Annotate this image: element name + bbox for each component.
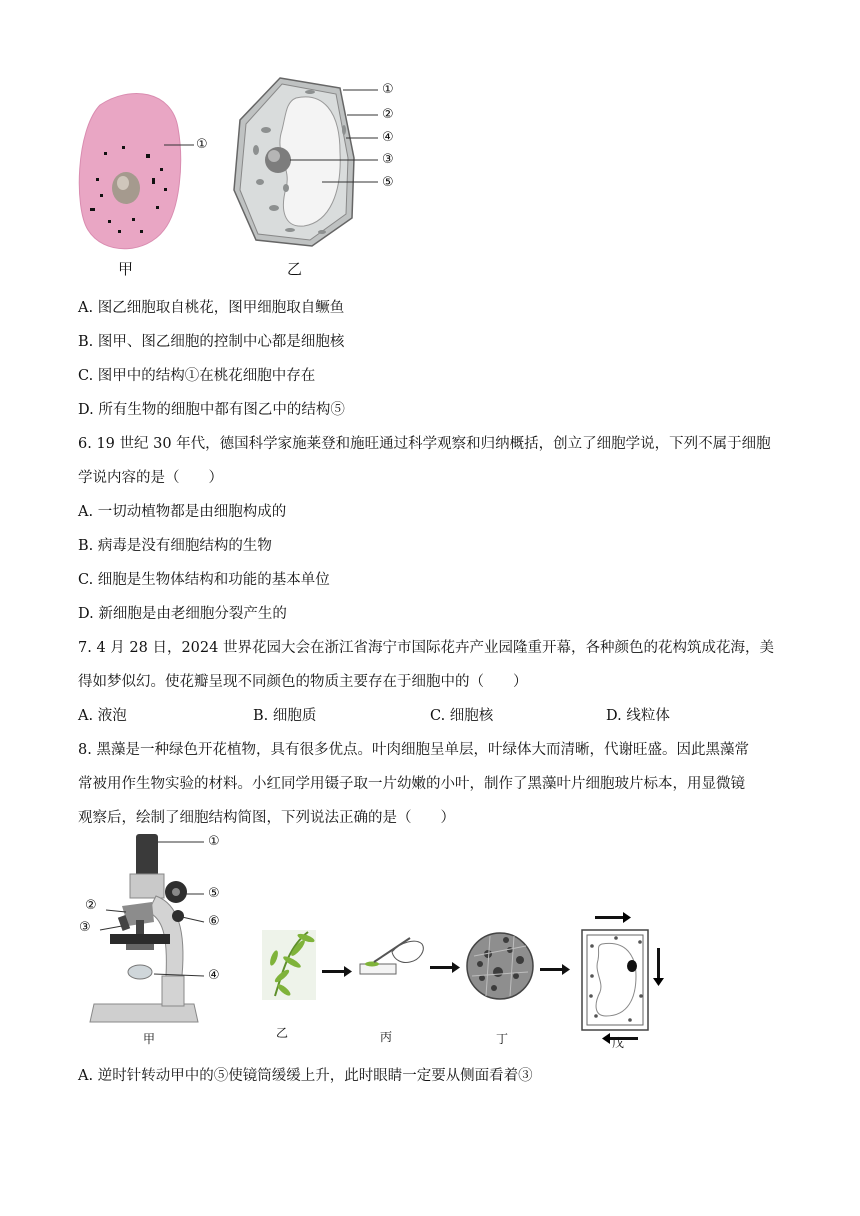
q5-option-d: D. 所有生物的细胞中都有图乙中的结构⑤ — [78, 402, 345, 418]
plant-label-3: ③ — [382, 152, 394, 167]
caption-bing: 丙 — [380, 1030, 393, 1044]
q6-stem-line2: 学说内容的是（ ） — [78, 470, 223, 486]
q6-option-d: D. 新细胞是由老细胞分裂产生的 — [78, 606, 287, 622]
microscope-label-2: ② — [85, 898, 97, 913]
q6-option-a: A. 一切动植物都是由细胞构成的 — [78, 504, 287, 520]
q6-stem-line1: 6. 19 世纪 30 年代，德国科学家施莱登和施旺通过科学观察和归纳概括，创立了细胞学说，下列不属于细胞 — [78, 436, 771, 452]
q6-option-c: C. 细胞是生物体结构和功能的基本单位 — [78, 572, 330, 588]
caption-jia: 甲 — [118, 260, 134, 278]
slide-preparation — [360, 938, 423, 974]
caption-ding: 丁 — [496, 1032, 509, 1046]
microscope-label-6: ⑥ — [208, 914, 220, 929]
process-diagrams — [70, 826, 690, 1056]
q8-stem-line3: 观察后，绘制了细胞结构简图，下列说法正确的是（ ） — [78, 810, 455, 826]
plant-label-2: ② — [382, 107, 394, 122]
q5-option-b: B. 图甲、图乙细胞的控制中心都是细胞核 — [78, 334, 345, 350]
microscope — [90, 834, 204, 1022]
elodea-sprig — [262, 930, 316, 1000]
q6-option-b: B. 病毒是没有细胞结构的生物 — [78, 538, 272, 554]
caption-yi: 乙 — [287, 260, 303, 278]
process-figure — [70, 826, 690, 1056]
plant-label-5: ⑤ — [382, 175, 394, 190]
cell-sketch — [582, 912, 664, 1044]
q7-option-a: A. 液泡 — [78, 708, 127, 724]
microscope-label-4: ④ — [208, 968, 220, 983]
q8-stem-line2: 常被用作生物实验的材料。小红同学用镊子取一片幼嫩的小叶，制作了黑藻叶片细胞玻片标本，用显微镜 — [78, 776, 745, 792]
plant-label-4: ④ — [382, 130, 394, 145]
plant-label-1: ① — [382, 82, 394, 97]
q8-option-a: A. 逆时针转动甲中的⑤使镜筒缓缓上升，此时眼睛一定要从侧面看着③ — [78, 1068, 533, 1084]
microscope-view — [467, 933, 533, 999]
q5-option-c: C. 图甲中的结构①在桃花细胞中存在 — [78, 368, 316, 384]
microscope-label-5: ⑤ — [208, 886, 220, 901]
q7-option-b: B. 细胞质 — [253, 708, 317, 724]
caption-wu: 戊 — [612, 1036, 625, 1050]
microscope-label-3: ③ — [79, 920, 91, 935]
q5-option-a: A. 图乙细胞取自桃花，图甲细胞取自鳜鱼 — [78, 300, 345, 316]
animal-cell — [79, 93, 194, 248]
q7-option-d: D. 线粒体 — [606, 708, 670, 724]
microscope-label-1: ① — [208, 834, 220, 849]
caption-yi-2: 乙 — [276, 1026, 289, 1040]
q7-option-c: C. 细胞核 — [430, 708, 494, 724]
caption-jia-2: 甲 — [143, 1032, 156, 1046]
plant-cell — [234, 78, 378, 246]
q7-stem-line1: 7. 4 月 28 日，2024 世界花园大会在浙江省海宁市国际花卉产业园隆重开幕，各种颜色的花构筑成花海，美 — [78, 640, 774, 656]
q8-stem-line1: 8. 黑藻是一种绿色开花植物，具有很多优点。叶肉细胞呈单层，叶绿体大而清晰，代谢旺盛。因此黑藻常 — [78, 742, 749, 758]
animal-label-1: ① — [196, 137, 208, 152]
q7-stem-line2: 得如梦似幻。使花瓣呈现不同颜色的物质主要存在于细胞中的（ ） — [78, 674, 528, 690]
